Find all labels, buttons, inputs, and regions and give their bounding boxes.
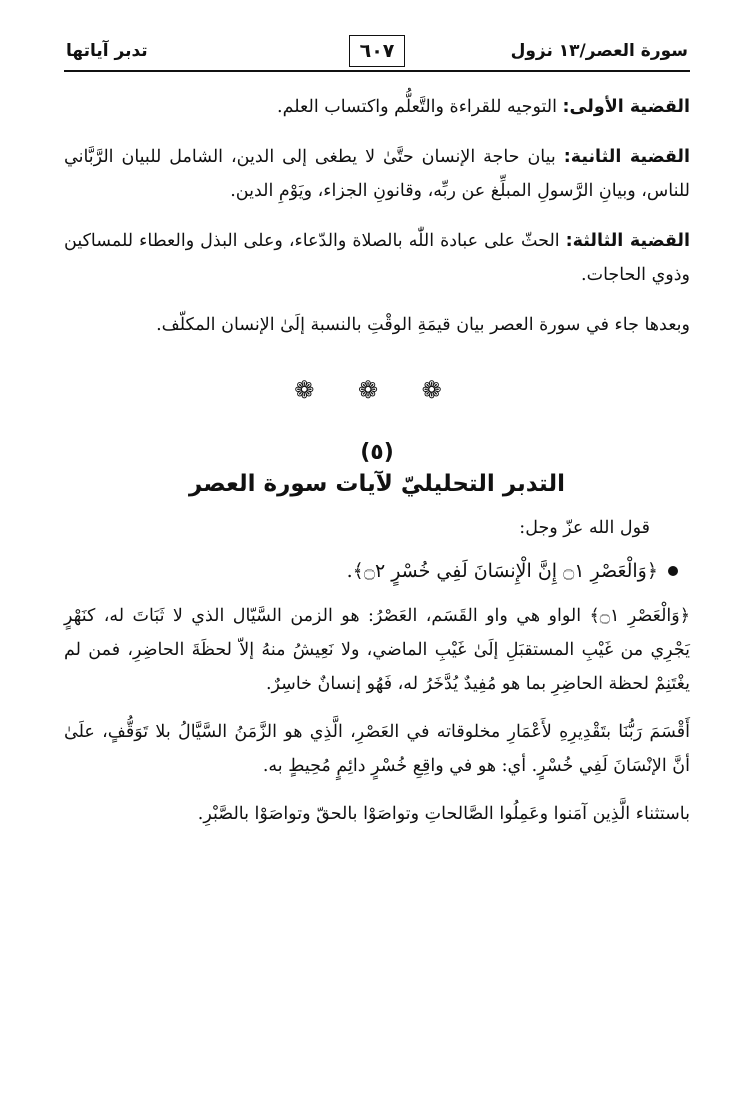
verse-text: ﴿وَالْعَصْرِ ۝١ إِنَّ الْإِنسَانَ لَفِي خُسْرٍ ۝٢﴾. xyxy=(346,560,658,582)
issue-three-text: الحثّ على عبادة اللّٰه بالصلاة والدّعاء، وعلى البذل والعطاء للمساكين وذوي الحاجات. xyxy=(64,231,690,285)
paragraph-issue-one xyxy=(64,90,690,124)
section-number: (٥) xyxy=(360,440,394,465)
verse-quote: ﴿وَالْعَصْرِ ۝١﴾ xyxy=(589,606,690,626)
page-header xyxy=(64,32,690,70)
paragraph-issue-two xyxy=(64,140,690,208)
paragraph-oath: أَقْسَمَ رَبُّنَا بتَقْدِيرِهِ لأَعْمَارِ مخلوقاته في العَصْرِ، الَّذِي هو الزَّمَنُ السَّيَّالُ بلا تَوَقُّفٍ، علَىٰ أنَّ الإنْسَانَ لَفِي خُسْرٍ. أي: هو في واقِعِ خُسْرٍ دائِمٍ مُحِيطٍ به. xyxy=(64,722,690,776)
verse-line xyxy=(64,553,690,589)
bullet-icon xyxy=(668,566,678,576)
issue-two-text: بيان حاجة الإنسان حتَّىٰ لا يطغى إلى الدين، الشامل للبيان الرَّبَّاني للناس، وبيانِ الرَّسولِ المبلِّغ عن ربِّه، وقانونِ الجزاء، ويَوْمِ الدين. xyxy=(64,147,690,201)
book-page xyxy=(64,32,690,831)
page-number: ٦٠٧ xyxy=(349,35,405,67)
paragraph-after: وبعدها جاء في سورة العصر بيان قيمَةِ الوقْتِ بالنسبة إلَىٰ الإنسان المكلّف. xyxy=(156,315,690,335)
paragraph-issue-three xyxy=(64,224,690,292)
explanation-asr-text: الواو هي واو القَسَم، العَصْرُ: هو الزمن السَّيّال الذي لا ثَبَاتَ له، كنَهْرٍ يَجْرِي من غَيْبِ المستقبَلِ إلَىٰ غَيْبِ الماضي، ولا نَعِيشُ منهُ إلاّ لحظَةَ الحاضِرِ، فمن لم يغْتَنِمْ لحظة الحاضِرِ بما هو مُفِيدٌ يُدَّخَرُ له، فَهُو إنسانٌ خاسِرٌ. xyxy=(64,606,690,694)
intro-line: قول الله عزّ وجل: xyxy=(519,518,650,538)
surah-running-title: سورة العصر/١٣ نزول xyxy=(510,41,688,61)
book-running-title: تدبر آياتها xyxy=(66,41,148,61)
paragraph-exception: باستثناء الَّذِين آمَنوا وعَمِلُوا الصَّالحاتِ وتواصَوْا بالحقّ وتواصَوْا بالصَّبْرِ. xyxy=(197,804,690,824)
paragraph-explanation-asr xyxy=(64,599,690,701)
issue-two-label: القضية الثانية: xyxy=(563,147,690,167)
issue-one-label: القضية الأولى: xyxy=(562,97,690,117)
header-rule xyxy=(64,70,690,72)
ornament-divider: ❁ ❁ ❁ xyxy=(294,376,460,404)
issue-three-label: القضية الثالثة: xyxy=(565,231,690,251)
section-title: التدبر التحليليّ لآيات سورة العصر xyxy=(189,471,565,497)
issue-one-text: التوجيه للقراءة والتَّعلُّم واكتساب العلم. xyxy=(277,97,563,117)
